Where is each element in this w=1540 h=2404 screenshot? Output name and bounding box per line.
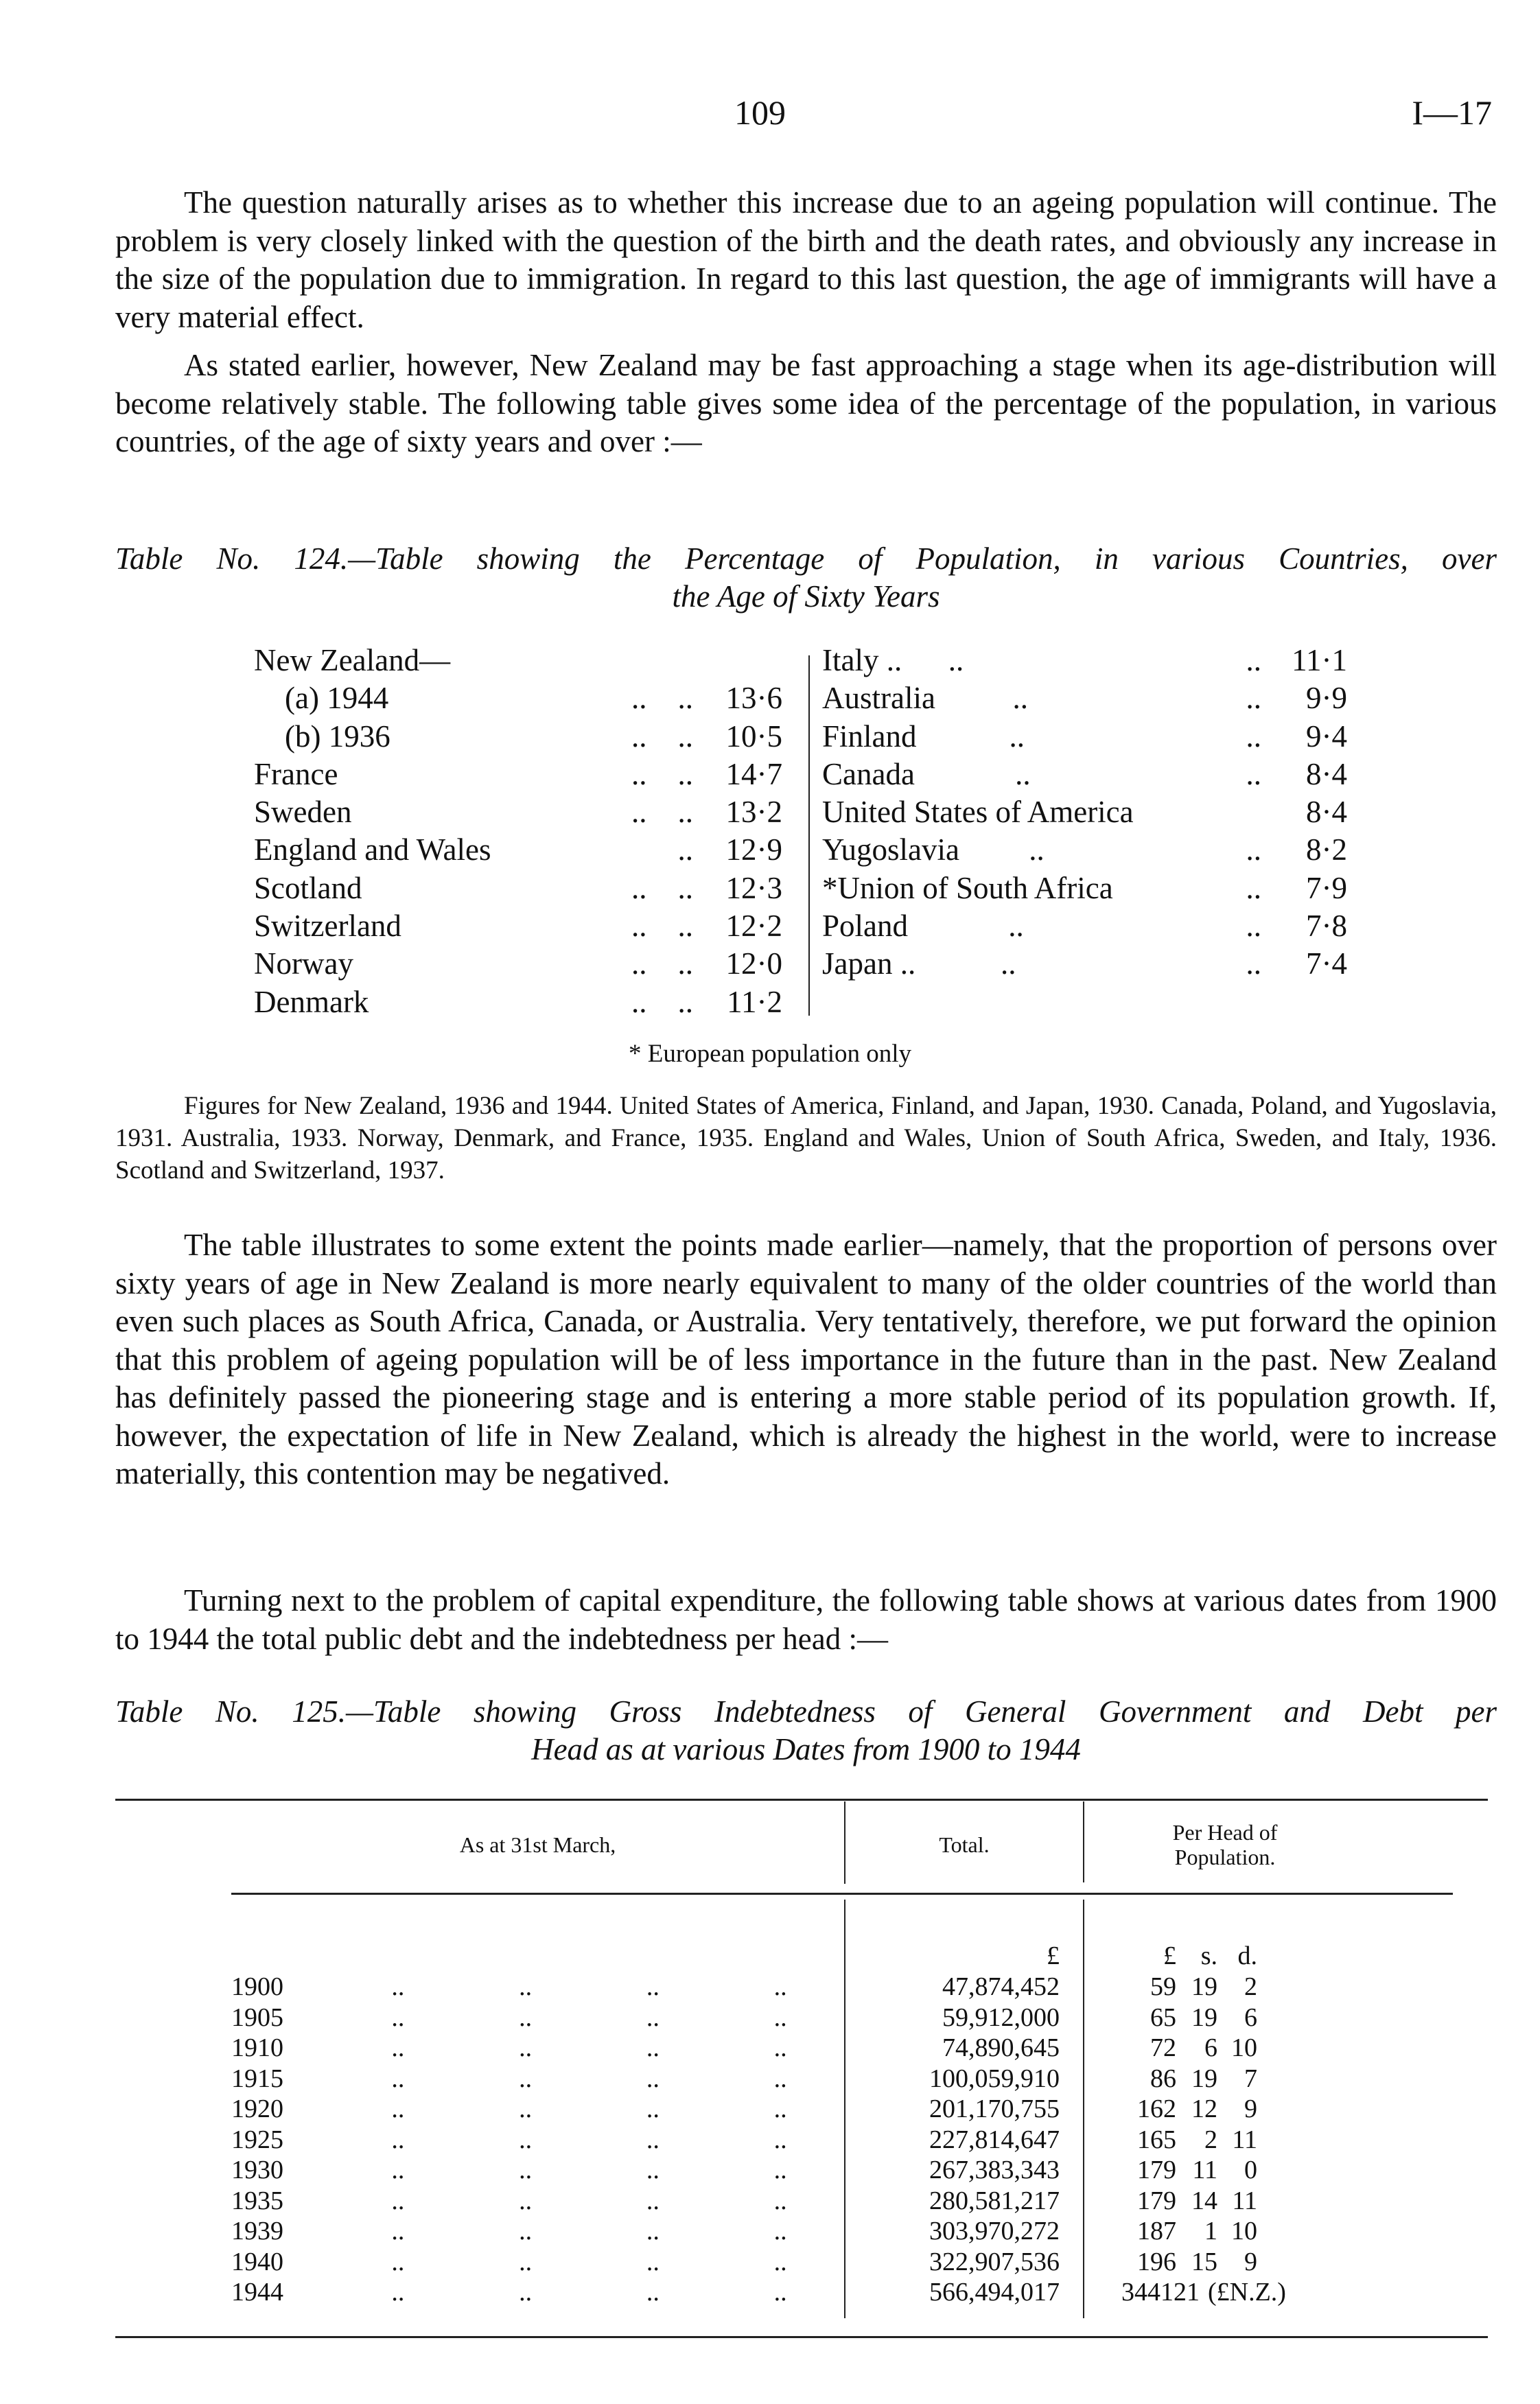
- table-row: [254, 756, 782, 793]
- leader-dots: .. .. .. ..: [391, 2278, 787, 2307]
- table-row: [231, 2155, 1279, 2186]
- pence: 0: [1244, 2156, 1257, 2184]
- table-row: [231, 2216, 1279, 2247]
- country-name: (b) 1936: [285, 719, 390, 754]
- caption-line-1: Table No. 125.—Table showing Gross Indebtedness of General Government and Debt per: [115, 1694, 1497, 1729]
- column-divider: [808, 655, 810, 1016]
- year: 1920: [231, 2094, 283, 2123]
- pence: 10: [1231, 2217, 1257, 2245]
- per-head-value: [1060, 2186, 1279, 2217]
- table-125-body: [231, 1972, 1286, 2308]
- year: 1905: [231, 2003, 283, 2032]
- leader-dots: .. ..: [631, 946, 693, 981]
- units-row: [231, 1941, 1279, 1972]
- per-head-value: [1060, 2094, 1279, 2125]
- total-debt: 227,814,647: [929, 2125, 1060, 2154]
- table-row: [231, 2003, 1279, 2033]
- leader-dots: .. .. .. ..: [391, 2247, 787, 2276]
- total-debt: 59,912,000: [942, 2003, 1060, 2032]
- table-row: [822, 756, 1347, 793]
- percentage-value: 12·2: [725, 909, 782, 944]
- country-name: Finland ..: [822, 719, 1025, 754]
- table-124-footnote: * European population only: [628, 1040, 912, 1068]
- paragraph-3: The table illustrates to some extent the points made earlier—namely, that the proportion of persons over sixty years of age in New Zealand is more nearly equivalent to many of the older countries of the world than even such places as South Africa, Canada, or Australia. Very tentatively, therefore, we put forward the opinion that this problem of ageing population will be of less importance in the future than in the past. New Zealand has definitely passed the pioneering stage and is entering a more stable period of its population growth. If, however, the expectation of life in New Zealand, which is already the highest in the world, were to increase materially, this contention may be negatived.: [115, 1228, 1497, 1491]
- pounds: 162: [1137, 2094, 1176, 2123]
- country-name: New Zealand—: [254, 643, 451, 677]
- leader-dots: ..: [1246, 909, 1261, 944]
- pounds: 187: [1137, 2217, 1176, 2245]
- table-row: [822, 679, 1347, 717]
- table-row: [822, 718, 1347, 756]
- percentage-value: 8·2: [1306, 832, 1347, 867]
- leader-dots: .. ..: [631, 909, 693, 944]
- table-row: [231, 2064, 1279, 2094]
- leader-dots: .. .. .. ..: [391, 2033, 787, 2062]
- country-name: France: [254, 756, 338, 791]
- caption-line-1: Table No. 124.—Table showing the Percentage of Population, in various Countries, over: [115, 541, 1497, 576]
- paragraph-4: Turning next to the problem of capital expenditure, the following table shows at various dates from 1900 to 1944 the total public debt and the indebtedness per head :—: [115, 1583, 1497, 1656]
- leader-dots: ..: [1246, 832, 1261, 867]
- table-row: [822, 945, 1347, 983]
- table-row: [231, 2186, 1279, 2217]
- unit-pence: d.: [1237, 1941, 1257, 1970]
- pence: 7: [1244, 2064, 1257, 2093]
- shillings: 19: [1191, 1972, 1217, 2001]
- table-124-sources: Figures for New Zealand, 1936 and 1944. United States of America, Finland, and Japan, 1930. Canada, Poland, and Yugoslavia, 1931. Australia, 1933. Norway, Denmark, and France, 1935. England and Wales, Union of South Africa, Sweden, and Italy, 1936. Scotland and Switzerland, 1937.: [115, 1092, 1497, 1185]
- year: 1925: [231, 2125, 283, 2154]
- per-head-value: [1060, 2033, 1279, 2064]
- pounds: 59: [1150, 1972, 1176, 2001]
- country-name: United States of America: [822, 795, 1134, 830]
- shillings: 11: [1192, 2156, 1217, 2184]
- pounds: 196: [1137, 2247, 1176, 2276]
- leader-dots: .. ..: [631, 756, 693, 791]
- country-name: Japan .. ..: [822, 946, 1016, 981]
- percentage-value: 7·9: [1306, 870, 1347, 905]
- leader-dots: [1206, 793, 1261, 831]
- leader-dots: .. .. .. ..: [391, 1972, 787, 2001]
- leader-dots: .. .. .. ..: [391, 2003, 787, 2032]
- per-head-value: [1060, 2247, 1279, 2278]
- leader-dots: .. .. .. ..: [391, 2186, 787, 2215]
- leader-dots: ..: [1246, 756, 1261, 791]
- leader-dots: ..: [1246, 946, 1261, 981]
- currency-note: (£N.Z.): [1208, 2278, 1286, 2307]
- year: 1930: [231, 2156, 283, 2184]
- country-name: Canada ..: [822, 756, 1031, 791]
- leader-dots: [604, 642, 693, 679]
- leader-dots: ..: [1246, 719, 1261, 754]
- total-debt: 566,494,017: [929, 2278, 1060, 2307]
- table-row: [254, 718, 782, 756]
- pounds: 179: [1137, 2156, 1176, 2184]
- table-row: [254, 793, 782, 831]
- pounds: 86: [1150, 2064, 1176, 2093]
- percentage-value: 9·4: [1306, 719, 1347, 754]
- country-name: (a) 1944: [285, 681, 389, 716]
- pence: 10: [1231, 2033, 1257, 2062]
- header-date: As at 31st March,: [459, 1832, 616, 1857]
- total-debt: 280,581,217: [929, 2186, 1060, 2215]
- country-name: *Union of South Africa: [822, 870, 1113, 905]
- percentage-value: 14·7: [725, 756, 782, 791]
- per-head-value: [1060, 2155, 1279, 2186]
- document-reference: I—17: [1412, 93, 1492, 132]
- page-number: 109: [734, 93, 786, 132]
- pence: 11: [1232, 2186, 1257, 2215]
- table-row: [822, 793, 1347, 831]
- year: 1915: [231, 2064, 283, 2093]
- table-row: [822, 907, 1347, 945]
- leader-dots: .. ..: [631, 984, 693, 1019]
- table-row: [254, 945, 782, 983]
- leader-dots: .. .. .. ..: [391, 2125, 787, 2154]
- table-row: [231, 2277, 1286, 2308]
- table-124-left: [254, 642, 782, 1021]
- percentage-value: 10·5: [725, 719, 782, 754]
- shillings: 19: [1191, 2064, 1217, 2093]
- percentage-value: 12·3: [725, 870, 782, 905]
- leader-dots: .. ..: [631, 719, 693, 754]
- table-top-rule: [115, 1799, 1488, 1801]
- pence: 9: [1244, 2247, 1257, 2276]
- unit-shillings: s.: [1200, 1941, 1217, 1970]
- table-row: [254, 831, 782, 869]
- year: 1944: [231, 2278, 283, 2307]
- leader-dots: .. ..: [631, 795, 693, 830]
- country-name: Scotland: [254, 870, 362, 905]
- pence: 11: [1232, 2125, 1257, 2154]
- percentage-value: 7·8: [1306, 909, 1347, 944]
- table-row: [822, 870, 1347, 907]
- percentage-value: 12·9: [725, 832, 782, 867]
- table-row: [822, 642, 1347, 679]
- paragraph-1: The question naturally arises as to whether this increase due to an ageing population will continue. The problem is very closely linked with the question of the birth and the death rates, and obviously any increase in the size of the population due to immigration. In regard to this last question, the age of immigrants will have a very material effect.: [115, 185, 1497, 334]
- year: 1900: [231, 1972, 283, 2001]
- per-head-value: [1060, 2003, 1279, 2033]
- country-name: Yugoslavia ..: [822, 832, 1045, 867]
- pounds: 179: [1137, 2186, 1176, 2215]
- table-row: [254, 983, 782, 1021]
- leader-dots: ..: [1246, 643, 1261, 677]
- pence: 1: [1187, 2278, 1200, 2307]
- leader-dots: .. ..: [631, 870, 693, 905]
- country-name: Norway: [254, 946, 353, 981]
- total-debt: 47,874,452: [942, 1972, 1060, 2001]
- table-bottom-rule: [115, 2336, 1488, 2338]
- percentage-value: [693, 642, 782, 679]
- year: 1939: [231, 2217, 283, 2245]
- per-head-value: [1060, 2064, 1279, 2094]
- country-name: England and Wales: [254, 832, 491, 867]
- shillings: 19: [1191, 2003, 1217, 2032]
- year: 1910: [231, 2033, 283, 2062]
- total-debt: 322,907,536: [929, 2247, 1060, 2276]
- table-row: [254, 642, 782, 679]
- shillings: 12: [1160, 2278, 1187, 2307]
- table-row: [822, 831, 1347, 869]
- pence: 2: [1244, 1972, 1257, 2001]
- table-row: [231, 2094, 1279, 2125]
- header-total: Total.: [939, 1832, 990, 1857]
- shillings: 1: [1204, 2217, 1217, 2245]
- percentage-value: 13·2: [725, 795, 782, 830]
- per-head-value: [1060, 2216, 1279, 2247]
- country-name: Italy .. ..: [822, 643, 964, 677]
- table-row: [231, 2125, 1279, 2156]
- total-debt: 303,970,272: [929, 2217, 1060, 2245]
- table-124-right: [822, 642, 1347, 983]
- total-debt: 267,383,343: [929, 2156, 1060, 2184]
- percentage-value: 11·1: [1292, 643, 1347, 677]
- caption-line-2: Head as at various Dates from 1900 to 1944: [531, 1732, 1081, 1766]
- shillings: 12: [1191, 2094, 1217, 2123]
- year: 1935: [231, 2186, 283, 2215]
- country-name: Switzerland: [254, 909, 401, 944]
- pence: 9: [1244, 2094, 1257, 2123]
- leader-dots: ..: [1246, 681, 1261, 716]
- percentage-value: 12·0: [725, 946, 782, 981]
- pounds: 72: [1150, 2033, 1176, 2062]
- unit-pounds: £: [1163, 1941, 1176, 1970]
- column-divider: [1083, 1801, 1084, 1882]
- shillings: 14: [1191, 2186, 1217, 2215]
- shillings: 2: [1204, 2125, 1217, 2154]
- table-row: [254, 907, 782, 945]
- leader-dots: .. .. .. ..: [391, 2064, 787, 2093]
- table-124-caption: [115, 540, 1497, 616]
- shillings: 6: [1204, 2033, 1217, 2062]
- country-name: Poland ..: [822, 909, 1024, 944]
- percentage-value: 8·4: [1306, 795, 1347, 830]
- per-head-value: [1060, 1972, 1279, 2003]
- caption-line-2: the Age of Sixty Years: [672, 579, 940, 614]
- percentage-value: 13·6: [725, 681, 782, 716]
- leader-dots: .. ..: [631, 681, 693, 716]
- leader-dots: ..: [1246, 870, 1261, 905]
- table-row: [231, 2033, 1279, 2064]
- header-rule: [231, 1893, 1453, 1895]
- per-head-value: [1060, 2277, 1286, 2308]
- shillings: 15: [1191, 2247, 1217, 2276]
- unit-total: £: [1047, 1941, 1060, 1970]
- total-debt: 100,059,910: [929, 2064, 1060, 2093]
- table-125-caption: [115, 1693, 1497, 1769]
- percentage-value: 7·4: [1306, 946, 1347, 981]
- table-row: [254, 679, 782, 717]
- leader-dots: ..: [677, 832, 693, 867]
- table-row: [231, 1972, 1279, 2003]
- year: 1940: [231, 2247, 283, 2276]
- pence: 6: [1244, 2003, 1257, 2032]
- percentage-value: 11·2: [727, 984, 782, 1019]
- header-per-head: Per Head of Population.: [1172, 1820, 1278, 1869]
- per-head-value: [1060, 2125, 1279, 2156]
- total-debt: 201,170,755: [929, 2094, 1060, 2123]
- table-row: [254, 870, 782, 907]
- paragraph-2: As stated earlier, however, New Zealand may be fast approaching a stage when its age-distribution will become relatively stable. The following table gives some idea of the percentage of the population, in various countries, of the age of sixty years and over :—: [115, 348, 1497, 458]
- pounds: 344: [1121, 2278, 1160, 2307]
- pounds: 165: [1137, 2125, 1176, 2154]
- table-row: [231, 2247, 1279, 2278]
- leader-dots: .. .. .. ..: [391, 2156, 787, 2184]
- pounds: 65: [1150, 2003, 1176, 2032]
- percentage-value: 8·4: [1306, 756, 1347, 791]
- leader-dots: .. .. .. ..: [391, 2094, 787, 2123]
- country-name: Australia ..: [822, 681, 1028, 716]
- total-debt: 74,890,645: [942, 2033, 1060, 2062]
- country-name: Denmark: [254, 984, 369, 1019]
- leader-dots: .. .. .. ..: [391, 2217, 787, 2245]
- country-name: Sweden: [254, 795, 352, 830]
- percentage-value: 9·9: [1306, 681, 1347, 716]
